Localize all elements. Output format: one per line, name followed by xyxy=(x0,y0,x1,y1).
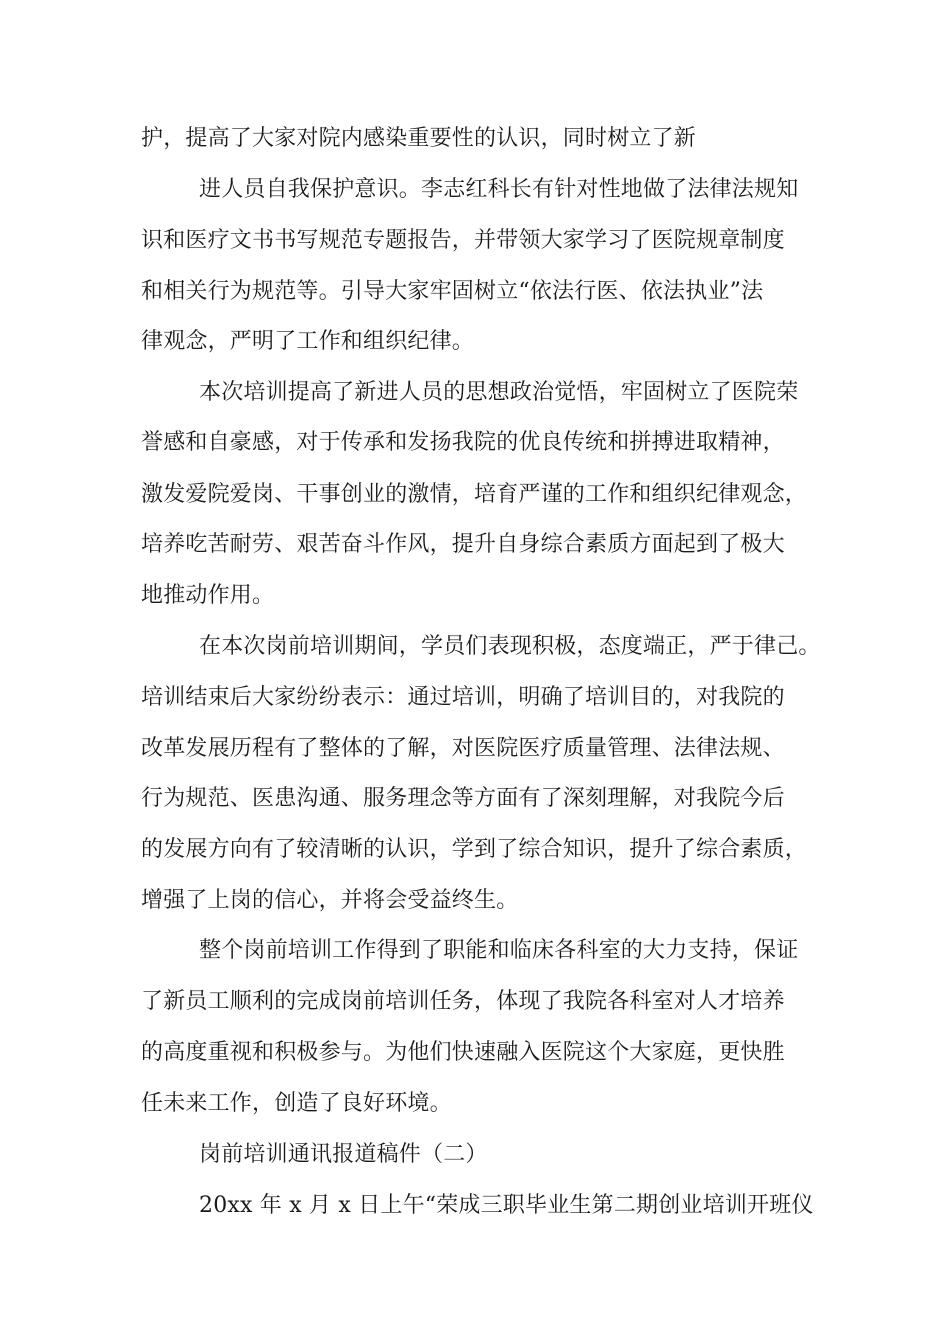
text-line: 改革发展历程有了整体的了解，对医院医疗质量管理、法律法规、 xyxy=(141,736,785,761)
text-line: 和相关行为规范等。引导大家牢固树立“依法行医、依法执业”法 xyxy=(141,279,764,304)
text-line: 识和医疗文书书写规范专题报告，并带领大家学习了医院规章制度 xyxy=(141,228,785,253)
text-line: 地推动作用。 xyxy=(141,583,275,608)
text-line: 激发爱院爱岗、干事创业的激情，培育严谨的工作和组织纪律观念， xyxy=(141,482,808,507)
text-line: 了新员工顺利的完成岗前培训任务，体现了我院各科室对人才培养 xyxy=(141,989,785,1014)
text-line: 本次培训提高了新进人员的思想政治觉悟，牢固树立了医院荣 xyxy=(199,380,799,405)
text-line: 誉感和自豪感，对于传承和发扬我院的优良传统和拼搏进取精神， xyxy=(141,430,785,455)
section-heading: 岗前培训通讯报道稿件（二） xyxy=(199,1142,488,1167)
text-line: 培训结束后大家纷纷表示：通过培训，明确了培训目的，对我院的 xyxy=(141,685,785,710)
text-line: 律观念，严明了工作和组织纪律。 xyxy=(141,329,475,354)
text-line: 进人员自我保护意识。李志红科长有针对性地做了法律法规知 xyxy=(199,177,799,202)
text-line: 20xx 年 x 月 x 日上午“荣成三职毕业生第二期创业培训开班仪 xyxy=(199,1193,814,1218)
text-line: 培养吃苦耐劳、艰苦奋斗作风，提升自身综合素质方面起到了极大 xyxy=(141,532,785,557)
text-line: 增强了上岗的信心，并将会受益终生。 xyxy=(141,888,519,913)
text-line: 整个岗前培训工作得到了职能和临床各科室的大力支持，保证 xyxy=(199,938,799,963)
text-line: 的高度重视和积极参与。为他们快速融入医院这个大家庭，更快胜 xyxy=(141,1040,785,1065)
text-line: 的发展方向有了较清晰的认识，学到了综合知识，提升了综合素质， xyxy=(141,837,808,862)
text-line: 行为规范、医患沟通、服务理念等方面有了深刻理解，对我院今后 xyxy=(141,786,785,811)
text-line: 任未来工作，创造了良好环境。 xyxy=(141,1091,452,1116)
text-line: 在本次岗前培训期间，学员们表现积极，态度端正，严于律己。 xyxy=(199,634,821,659)
text-line: 护，提高了大家对院内感染重要性的认识，同时树立了新 xyxy=(141,126,697,151)
